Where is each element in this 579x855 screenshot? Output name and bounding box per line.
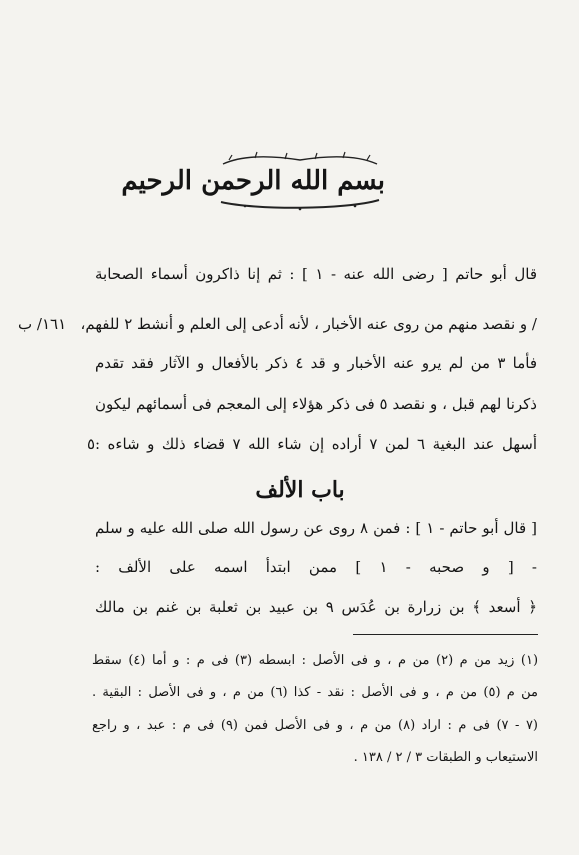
footnote-line-2: من م (٥) من م ، و فى الأصل : نقد - كذا (٦) من م ، و فى الأصل : البقية .	[92, 685, 539, 700]
basmala-ornament	[121, 150, 385, 212]
margin-folio-note: ١٦١/ ب	[18, 315, 67, 333]
chapter-line-1: [ قال أبو حاتم - ١ ] : فمن ٨ روى عن رسول الله صلى الله عليه و سلم	[95, 519, 537, 537]
footnote-line-1: (١) زيد من م (٢) من م ، و فى الأصل : ابسطه (٣) فى م : و أما (٤) سقط	[92, 653, 539, 668]
chapter-heading: باب الألف	[255, 477, 345, 503]
intro-line-4: ذكرنا لهم قبل ، و نقصد ٥ فى ذكر هؤلاء إلى المعجم فى أسمائهم ليكون	[95, 395, 537, 413]
intro-line-2: / و نقصد منهم من روى عنه الأخبار ، لأنه أدعى إلى العلم و أنشط ٢ للفهم،	[80, 315, 537, 333]
intro-line-1: قال أبو حاتم [ رضى الله عنه - ١ ] : ثم إنا ذاكرون أسماء الصحابة	[95, 265, 538, 283]
line-number: ٥	[86, 435, 96, 453]
footnote-divider	[353, 634, 538, 635]
basmala-text: بسم الله الرحمن الرحيم	[121, 166, 385, 196]
chapter-line-2: - [ و صحبه - ١ ] ممن ابتدأ اسمه على الألف :	[95, 558, 538, 576]
intro-line-3: فأما ٣ من لم يرو عنه الأخبار و قد ٤ ذكر بالأفعال و الآثار فقد تقدم	[95, 354, 537, 372]
footnote-line-4: الاستيعاب و الطبقات ٣ / ٢ / ١٣٨ .	[353, 750, 538, 765]
footnote-line-3: (٧ - ٧) فى م : اراد (٨) من م ، و فى الأصل فمن (٩) فى م : عبد ، و راجع	[92, 718, 538, 733]
chapter-line-3: ﴿ أسعد ﴾ بن زرارة بن عُدَس ٩ بن عبيد بن ثعلبة بن غنم بن مالك	[95, 598, 537, 616]
intro-line-5: أسهل عند البغية ٦ لمن ٧ أراده إن شاء الله ٧ قضاء ذلك و شاءه :	[95, 435, 538, 453]
